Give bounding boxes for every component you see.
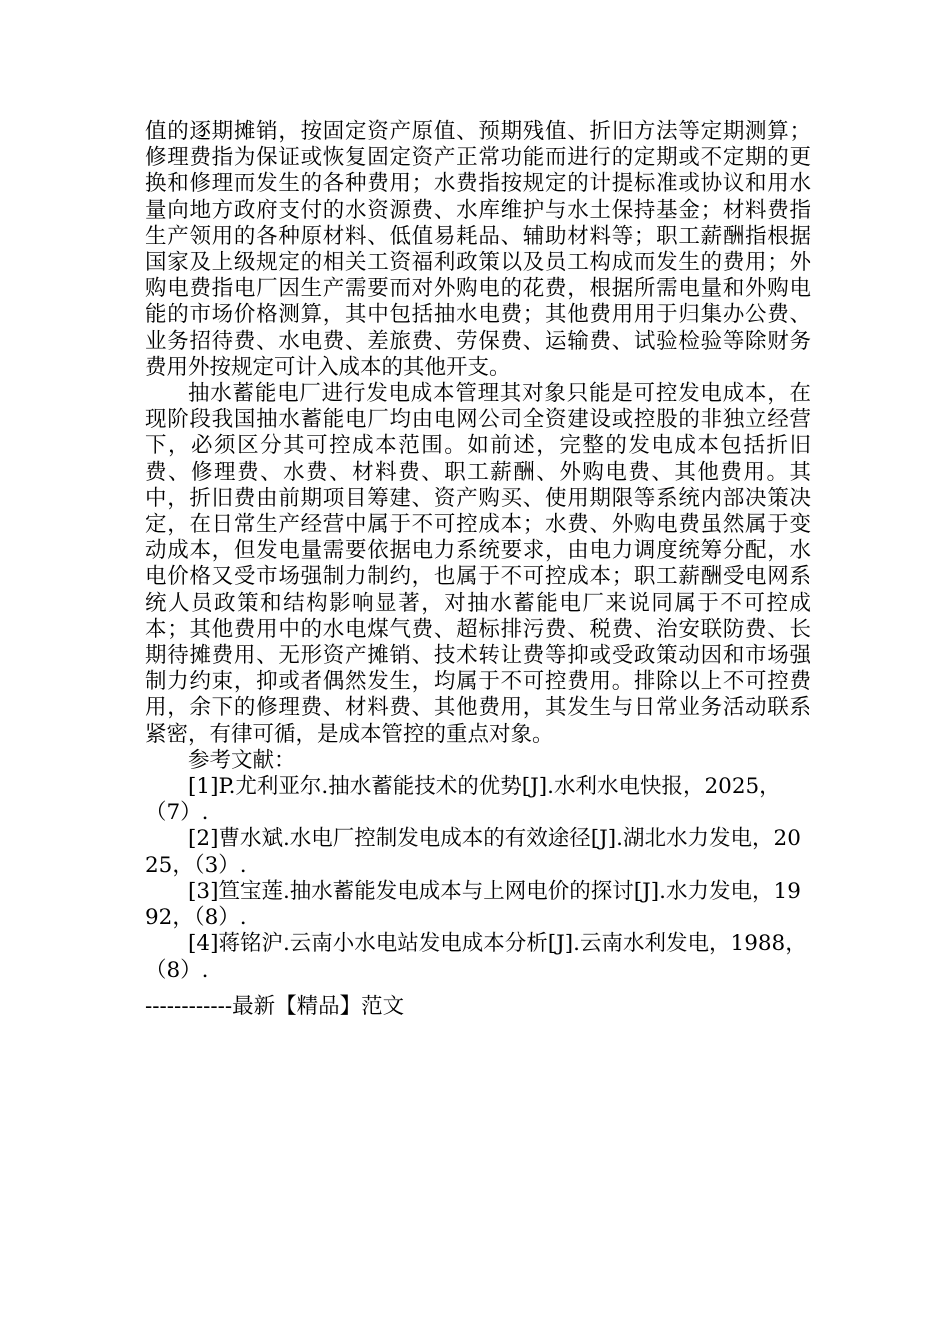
paragraph-controllable-costs: 抽水蓄能电厂进行发电成本管理其对象只能是可控发电成本，在现阶段我国抽水蓄能电厂均由电网公司全资建设或控股的非独立经营下，必须区分其可控成本范围。如前述，完整的发电成本包括折旧费、修理费、水费、材料费、职工薪酬、外购电费、其他费用。其中，折旧费由前期项目筹建、资产购买、使用期限等系统内部决策决定，在日常生产经营中属于不可控成本；水费、外购电费虽然属于变动成本，但发电量需要依据电力系统要求，由电力调度统筹分配，水电价格又受市场强制力制约，也属于不可控成本；职工薪酬受电网系统人员政策和结构影响显著，对抽水蓄能电厂来说同属于不可控成本；其他费用中的水电煤气费、超标排污费、税费、治安联防费、长期待摊费用、无形资产摊销、技术转让费等抑或受政策动因和市场强制力约束，抑或者偶然发生，均属于不可控费用。排除以上不可控费用，余下的修理费、材料费、其他费用，其发生与日常业务活动联系紧密，有律可循，是成本管控的重点对象。 bbox=[145, 381, 811, 747]
reference-item-1: [1]P.尤利亚尔.抽水蓄能技术的优势[J].水利水电快报，2025，（7）. bbox=[145, 774, 781, 826]
reference-item-3: [3]笪宝莲.抽水蓄能发电成本与上网电价的探讨[J].水力发电，1992，（8）. bbox=[145, 878, 801, 931]
references-section bbox=[145, 748, 811, 984]
document-body bbox=[145, 119, 811, 984]
paragraph-cost-definitions: 值的逐期摊销，按固定资产原值、预期残值、折旧方法等定期测算；修理费指为保证或恢复固定资产正常功能而进行的定期或不定期的更换和修理而发生的各种费用；水费指按规定的计提标准或协议和用水量向地方政府支付的水资源费、水库维护与水土保持基金；材料费指生产领用的各种原材料、低值易耗品、辅助材料等；职工薪酬指根据国家及上级规定的相关工资福利政策以及员工构成而发生的费用；外购电费指电厂因生产需要而对外购电的花费，根据所需电量和外购电能的市场价格测算，其中包括抽水电费；其他费用用于归集办公费、业务招待费、水电费、差旅费、劳保费、运输费、试验检验等除财务费用外按规定可计入成本的其他开支。 bbox=[145, 119, 811, 380]
footer-tagline: ------------最新【精品】范文 bbox=[145, 994, 405, 1019]
reference-item-4: [4]蒋铭沪.云南小水电站发电成本分析[J].云南水利发电，1988，（8）. bbox=[145, 931, 807, 983]
references-heading: 参考文献： bbox=[188, 747, 296, 773]
reference-item-2: [2]曹水斌.水电厂控制发电成本的有效途径[J].湖北水力发电，2025，（3）. bbox=[145, 826, 801, 878]
